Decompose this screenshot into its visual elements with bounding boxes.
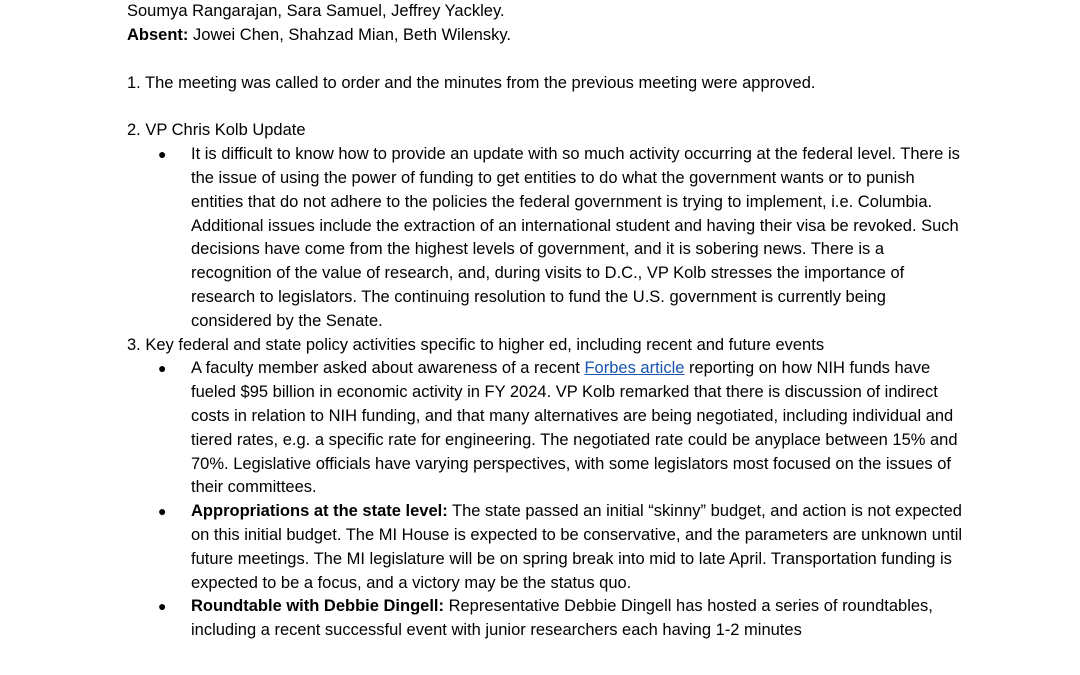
bullet-text: It is difficult to know how to provide an update with so much activity occurring at the federal level. There is the issue of using the power of funding to get entities to do what the government wants or to punish entities that do not adhere to the policies the federal government is trying to implement, i.e. Columbia. Additional issues include the extraction of an international student and having their visa be revoked. Such decisions have come from the highest levels of government, and it is sobering news. There is a recognition of the value of research, and, during visits to D.C., VP Kolb stresses the importance of research to legislators. The continuing resolution to fund the U.S. government is currently being considered by the Senate. — [191, 145, 960, 330]
absent-members-line — [127, 24, 967, 48]
bullet-icon: ● — [158, 503, 167, 520]
item-2-bullets — [127, 143, 967, 333]
item-2-bullet-1 — [127, 143, 967, 333]
item-2-heading: 2. VP Chris Kolb Update — [127, 121, 306, 140]
bullet-text-after: reporting on how NIH funds have fueled $95 billion in economic activity in FY 2024. VP Kolb remarked that there is discussion of indirect costs in relation to NIH funding, and that many alternatives are being negotiated, including individual and tiered rates, e.g. a specific rate for engineering. The negotiated rate could be anyplace between 15% and 70%. Legislative officials have varying perspectives, with some legislators most focused on the issues of their committees. — [191, 359, 958, 497]
bullet-text-before: A faculty member asked about awareness of a recent — [191, 359, 585, 378]
bullet-label: Roundtable with Debbie Dingell: — [191, 597, 444, 616]
bullet-icon: ● — [158, 360, 167, 377]
absent-names: Jowei Chen, Shahzad Mian, Beth Wilensky. — [193, 25, 511, 44]
minutes-document — [127, 0, 967, 643]
item-3-bullet-3 — [127, 595, 967, 643]
item-1: 1. The meeting was called to order and the minutes from the previous meeting were approved. — [127, 73, 816, 92]
bullet-text: The state passed an initial “skinny” budget, and action is not expected on this initial budget. The MI House is expected to be conservative, and the parameters are unknown until future meetings. The MI legislature will be on spring break into mid to late April. Transportation funding is expected to be a focus, and a victory may be the status quo. — [191, 502, 963, 592]
item-3-bullet-1 — [127, 357, 967, 500]
item-3-heading: 3. Key federal and state policy activities specific to higher ed, including recent and future events — [127, 335, 825, 354]
forbes-article-link[interactable]: Forbes article — [584, 359, 685, 378]
bullet-label: Appropriations at the state level: — [191, 502, 448, 521]
bullet-icon: ● — [158, 598, 167, 615]
item-3-bullets — [127, 357, 967, 643]
absent-label: Absent: — [127, 25, 189, 44]
bullet-icon: ● — [158, 146, 167, 163]
item-3-bullet-2 — [127, 500, 967, 595]
present-members-line: Soumya Rangarajan, Sara Samuel, Jeffrey Yackley. — [127, 2, 505, 20]
bullet-text: Representative Debbie Dingell has hosted a series of roundtables, including a recent successful event with junior researchers each having 1-2 minutes — [191, 597, 933, 640]
